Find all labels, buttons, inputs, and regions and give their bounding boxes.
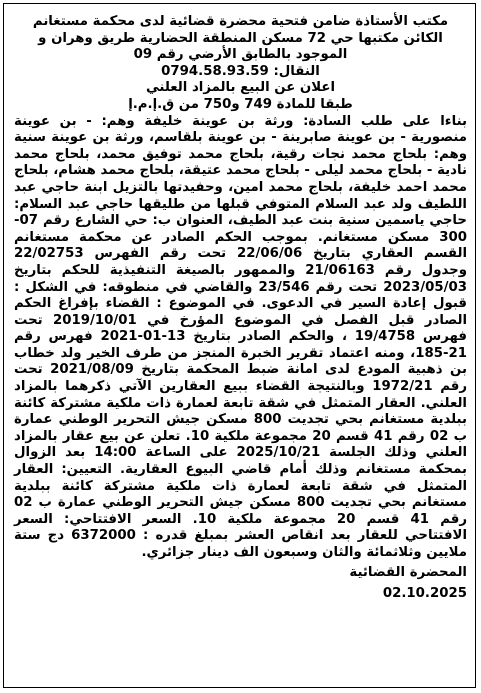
office-address: الكائن مكتبها حي 72 مسكن المنطقة الحضارية طريق وهران و الموجود بالطابق الأرضي رقم 09 (38, 30, 443, 63)
notice-title: اعلان عن البيع بالمزاد العلني (145, 80, 336, 96)
office-line-1: مكتب الأستاذة ضامن فتحية محضرة قضائية لدى محكمة مستغانم (32, 14, 449, 29)
mobile-number: النقال: 0794.58.93.59 (161, 63, 320, 79)
legal-basis: طبقا للمادة 749 و750 من ق.إ.م.إ (128, 96, 353, 112)
signature-title: المحضرة القضائية (349, 564, 467, 580)
notice-body: بناءا على طلب السادة: ورثة بن عوينة خليفة وهم: - بن عوينة منصورية - بن عوينة صابرينة - بن عوينة بلقاسم، ورثة بن عوينة سنية وهم: بلحاج محمد نجات رقية، بلحاج محمد توفيق محمد، بلحاج محمد نادية - بلحاج محمد ليلى - بلحاج محمد عتيقة، بلحاج محمد هشام، بلحاج محمد احمد خليفة، بلحاج محمد امين، وحفيدتها بالتزيل ابنة حاجي عبد اللطيف ولد عبد السلام المتوفي قبلها من طليقها حاجي عبد السلام: حاجي ياسمين سنية بنت عبد الطيف، العنوان ب: حي الشارع رقم 07-300 مسكن مستغانم. بموجب الحكم الصادر عن محكمة مستغانم القسم العقاري بتاريخ 22/06/06 تحت رقم الفهرس 22/02753 وجدول رقم 21/06163 والممهور بالصيغة التنفيذية للحكم بتاريخ 2023/05/03 تحت رقم 23/546 والقاضي في منطوقه: في الشكل : قبول إعادة السير في الدعوى. في الموضوع : القضاء بإفراغ الحكم الصادر قبل الفصل في الموضوع المؤرخ في 2019/10/01 تحت فهرس 19/4758 ، والحكم الصادر بتاريخ 13-01-2021 فهرس رقم 21-185، ومنه اعتماد تقرير الخبرة المنجز من طرف الخير ولد خطاب بن ذهبية المودع لدى امانة ضبط المحكمة بتاريخ 2021/08/09 تحت رقم 1972/21 وبالنتيجة القضاء ببيع العقارين الآتي ذكرهما بالمزاد العلني. العقار المتمثل في شقة تابعة لعمارة ذات ملكية مشتركة كائنة ببلدية مستغانم بحي تجديت 800 مسكن جيش التحرير الوطني عمارة ب 02 رقم 41 قسم 20 مجموعة ملكية 10. تعلن عن بيع عقار بالمزاد العلني وذلك الجلسة 2025/10/21 على الساعة 14:00 بعد الزوال بمحكمة مستغانم وذلك أمام قاضي البيوع العقارية. التعيين: العقار المتمثل في شقة تابعة لعمارة ذات ملكية مشتركة كائنة ببلدية مستغانم بحي تجديت 800 مسكن جيش التحرير الوطني عمارة ب 02 رقم 41 قسم 20 مجموعة ملكية 10. السعر الافتتاحي: السعر الافتتاحي للعقار بعد انقاص العشر بمبلغ قدره : 6372000 دج ستة ملايين وثلاثمائة والثان وسبعون الف دينار جزائري. (14, 113, 468, 560)
legal-notice (14, 14, 467, 602)
notice-date: 02.10.2025 (382, 585, 467, 601)
